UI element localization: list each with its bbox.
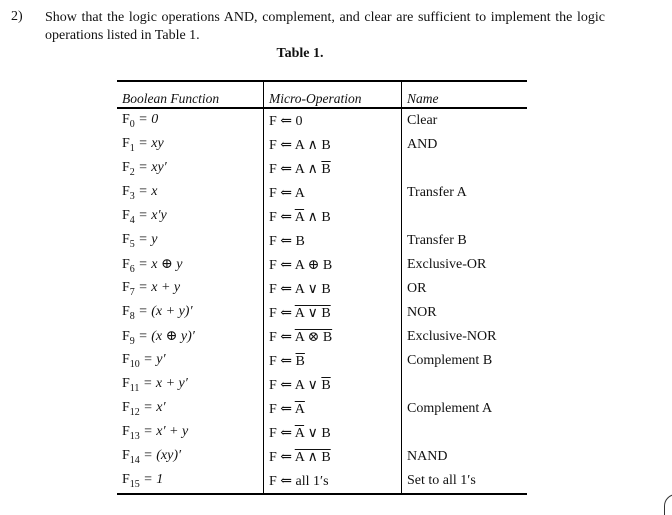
header-boolean-function: Boolean Function (117, 81, 264, 108)
operand-complement: $\overline{B}$ (321, 377, 331, 393)
table-row (117, 445, 527, 469)
function-name: F (122, 304, 130, 320)
table-row (117, 397, 527, 421)
operation-text: ∧ B (304, 209, 331, 225)
table-header-row (117, 81, 527, 108)
logic-operations-table (117, 80, 527, 495)
micro-operation-cell (264, 421, 402, 445)
micro-operation-cell (264, 253, 402, 277)
operand-complement: A ⊗ B (294, 329, 333, 345)
boolean-function-cell (117, 373, 264, 397)
operation-text: F ⇐ (269, 449, 295, 465)
boolean-function-cell (117, 445, 264, 469)
function-expression: = (x + y)′ (134, 304, 193, 320)
function-subscript: 3 (129, 190, 135, 202)
function-subscript: 8 (129, 310, 135, 322)
function-name: F (122, 472, 130, 488)
table-row (117, 108, 527, 133)
boolean-function-cell (117, 349, 264, 373)
boolean-function-cell (117, 325, 264, 349)
function-expression: = x ⊕ y (134, 256, 183, 272)
function-name: F (122, 424, 130, 440)
boolean-function-cell (117, 277, 264, 301)
boolean-function-cell (117, 469, 264, 494)
function-name: F (122, 376, 130, 392)
page-corner-mark (664, 494, 672, 515)
boolean-function-cell (117, 397, 264, 421)
micro-operation-cell (264, 181, 402, 205)
table-row (117, 349, 527, 373)
operation-text: F ⇐ B (269, 233, 305, 249)
micro-operation-cell (264, 325, 402, 349)
function-name: F (122, 328, 130, 344)
function-expression: = y (134, 232, 158, 248)
function-name: F (122, 208, 130, 224)
operation-text: F ⇐ (269, 305, 295, 321)
operation-text: F ⇐ A ⊕ B (269, 257, 333, 273)
micro-operation-cell (264, 108, 402, 133)
operation-name-cell: Exclusive-OR (407, 257, 487, 272)
function-expression: = (x ⊕ y)′ (134, 328, 195, 344)
function-subscript: 4 (129, 214, 135, 226)
boolean-function-cell (117, 205, 264, 229)
micro-operation-cell (264, 205, 402, 229)
operand-complement: $\overline{A}$ (294, 209, 305, 225)
operation-text: F ⇐ all 1′s (269, 473, 329, 489)
table-row (117, 205, 527, 229)
operation-name-cell: Complement A (407, 401, 493, 416)
function-subscript: 13 (129, 430, 140, 442)
table-row (117, 229, 527, 253)
micro-operation-cell (264, 157, 402, 181)
operation-name-cell (402, 373, 528, 397)
function-name: F (122, 136, 130, 152)
operation-name-cell: Transfer B (407, 233, 467, 248)
function-subscript: 0 (129, 118, 135, 130)
operation-text: F ⇐ A ∧ B (269, 137, 331, 153)
function-subscript: 12 (129, 406, 140, 418)
question-text: Show that the logic operations AND, complement, and clear are sufficient to implement the logic operations listed in Table 1. (45, 10, 605, 43)
function-expression: = xy′ (134, 160, 167, 176)
function-name: F (122, 448, 130, 464)
function-expression: = x + y′ (139, 376, 188, 392)
micro-operation-cell (264, 373, 402, 397)
function-expression: = xy (134, 136, 164, 152)
boolean-function-cell (117, 108, 264, 133)
function-name: F (122, 400, 130, 416)
operation-name-cell: Complement B (407, 353, 493, 368)
micro-operation-cell (264, 445, 402, 469)
operand-complement: A ∨ B (294, 305, 331, 321)
question-number: 2) (11, 9, 23, 24)
table-row (117, 253, 527, 277)
function-expression: = 1 (139, 472, 164, 488)
boolean-function-cell (117, 157, 264, 181)
operation-name-cell: NAND (407, 449, 448, 464)
table-caption: Table 1. (276, 46, 324, 61)
operation-text: F ⇐ A ∧ (269, 161, 322, 177)
operation-name-cell: Exclusive-NOR (407, 329, 497, 344)
function-name: F (122, 256, 130, 272)
table-row (117, 421, 527, 445)
micro-operation-cell (264, 133, 402, 157)
operation-text: F ⇐ A ∨ (269, 377, 322, 393)
micro-operation-cell (264, 469, 402, 494)
operand-complement: $\overline{A}$ (294, 425, 305, 441)
boolean-function-cell (117, 181, 264, 205)
table-row (117, 133, 527, 157)
operation-name-cell: Clear (407, 113, 438, 128)
operation-name-cell: Transfer A (407, 185, 467, 200)
operation-name-cell (402, 157, 528, 181)
boolean-function-cell (117, 133, 264, 157)
function-subscript: 1 (129, 142, 135, 154)
function-name: F (122, 232, 130, 248)
function-subscript: 9 (129, 335, 135, 347)
function-subscript: 7 (129, 286, 135, 298)
operation-text: ∨ B (304, 425, 331, 441)
operation-text: F ⇐ (269, 401, 295, 417)
operation-name-cell: NOR (407, 305, 437, 320)
table-row (117, 301, 527, 325)
boolean-function-cell (117, 229, 264, 253)
operation-name-cell: OR (407, 281, 427, 296)
table-row (117, 277, 527, 301)
operation-name-cell: AND (407, 137, 438, 152)
table-row (117, 325, 527, 349)
function-expression: = x′ (139, 400, 166, 416)
operation-name-cell: Set to all 1′s (402, 469, 528, 494)
function-name: F (122, 112, 130, 128)
operand-complement: A ∧ B (294, 449, 331, 465)
header-name: Name (402, 81, 528, 108)
micro-operation-cell (264, 301, 402, 325)
micro-operation-cell (264, 277, 402, 301)
operation-text: F ⇐ (269, 209, 295, 225)
operation-text: F ⇐ 0 (269, 113, 303, 129)
function-name: F (122, 280, 130, 296)
operation-text: F ⇐ A ∨ B (269, 281, 331, 297)
function-subscript: 2 (129, 166, 135, 178)
operation-text: F ⇐ A (269, 185, 305, 201)
function-name: F (122, 184, 130, 200)
table-row (117, 373, 527, 397)
function-name: F (122, 352, 130, 368)
table-row (117, 469, 527, 494)
micro-operation-cell (264, 397, 402, 421)
function-expression: = x (134, 184, 158, 200)
operation-name-cell (402, 421, 528, 445)
operation-text: F ⇐ (269, 329, 295, 345)
operand-complement: $\overline{A}$ (294, 401, 305, 417)
micro-operation-cell (264, 349, 402, 373)
boolean-function-cell (117, 301, 264, 325)
function-expression: = (xy)′ (139, 448, 182, 464)
function-expression: = 0 (134, 112, 159, 128)
function-name: F (122, 160, 130, 176)
function-expression: = x + y (134, 280, 181, 296)
function-subscript: 5 (129, 238, 135, 250)
operation-text: F ⇐ (269, 353, 296, 369)
operation-text: F ⇐ (269, 425, 295, 441)
function-expression: = x′y (134, 208, 167, 224)
function-expression: = y′ (139, 352, 166, 368)
boolean-function-cell (117, 253, 264, 277)
table-row (117, 181, 527, 205)
table-row (117, 157, 527, 181)
function-subscript: 10 (129, 358, 140, 370)
function-expression: = x′ + y (139, 424, 189, 440)
header-micro-operation: Micro-Operation (264, 81, 402, 108)
operation-name-cell (402, 205, 528, 229)
operand-complement: $\overline{B}$ (295, 353, 305, 369)
function-subscript: 6 (129, 263, 135, 275)
function-subscript: 11 (129, 382, 140, 394)
micro-operation-cell (264, 229, 402, 253)
function-subscript: 14 (129, 454, 140, 466)
operand-complement: $\overline{B}$ (321, 161, 331, 177)
function-subscript: 15 (129, 478, 140, 490)
boolean-function-cell (117, 421, 264, 445)
